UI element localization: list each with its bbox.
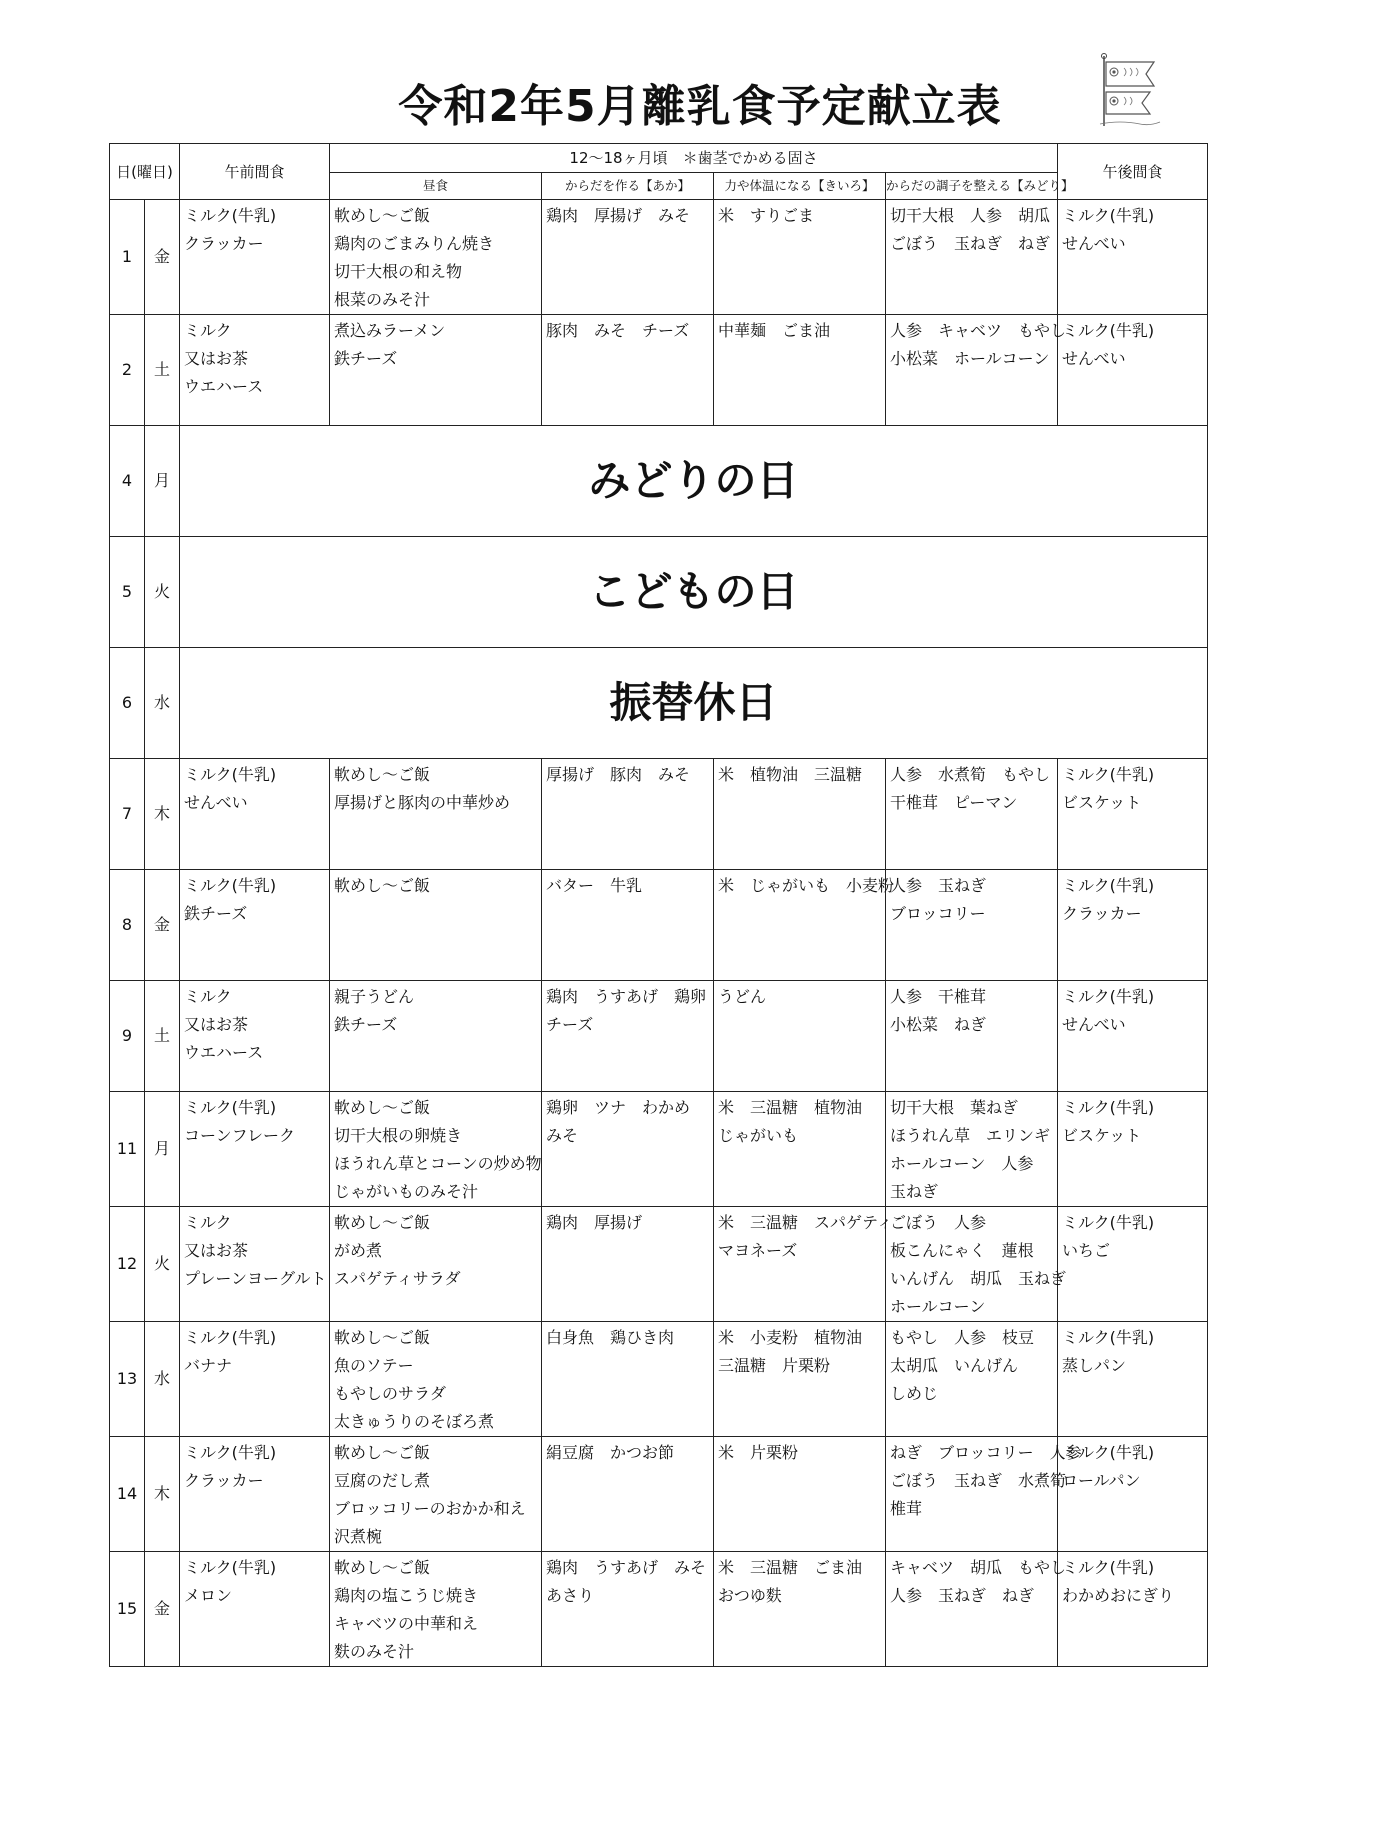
menu-item: キャベツの中華和え <box>334 1614 479 1633</box>
green-group-cell <box>886 981 1058 1092</box>
menu-item: 軟めし～ご飯 <box>334 765 431 784</box>
table-row <box>110 648 1208 759</box>
menu-item: ほうれん草 エリンギ <box>890 1126 1051 1145</box>
menu-item: もやし 人参 枝豆 <box>890 1328 1035 1347</box>
day-number: 4 <box>110 426 145 537</box>
menu-item: 米 三温糖 スパゲティ <box>718 1213 893 1232</box>
afternoon-snack-cell <box>1058 1092 1208 1207</box>
menu-item: メロン <box>184 1586 233 1605</box>
header-age-group: 12～18ヶ月頃 ＊歯茎でかめる固さ <box>330 144 1058 173</box>
menu-item: ビスケット <box>1062 1126 1142 1145</box>
day-number: 5 <box>110 537 145 648</box>
menu-item: クラッカー <box>1062 904 1142 923</box>
menu-item: 軟めし～ご飯 <box>334 1213 431 1232</box>
menu-item: キャベツ 胡瓜 もやし <box>890 1558 1067 1577</box>
page-title: 令和2年5月離乳食予定献立表 <box>398 81 1002 132</box>
menu-item: 厚揚げと豚肉の中華炒め <box>334 793 511 812</box>
yellow-group-cell <box>714 1322 886 1437</box>
menu-item: うどん <box>718 987 767 1006</box>
menu-item: 蒸しパン <box>1062 1356 1127 1375</box>
day-number: 14 <box>110 1437 145 1552</box>
menu-item: 親子うどん <box>334 987 415 1006</box>
menu-item: 切干大根 葉ねぎ <box>890 1098 1019 1117</box>
yellow-group-cell <box>714 200 886 315</box>
menu-item: 玉ねぎ <box>890 1182 939 1201</box>
menu-item: 魚のソテー <box>334 1356 414 1375</box>
menu-item: ミルク(牛乳) <box>184 1328 277 1347</box>
menu-item: プレーンヨーグルト <box>184 1269 327 1288</box>
table-row <box>110 1552 1208 1667</box>
day-number: 2 <box>110 315 145 426</box>
menu-item: 鶏肉のごまみりん焼き <box>334 234 495 253</box>
afternoon-snack-cell <box>1058 981 1208 1092</box>
green-group-cell <box>886 759 1058 870</box>
menu-item: 軟めし～ご飯 <box>334 1328 431 1347</box>
menu-item: せんべい <box>1062 234 1126 253</box>
lunch-cell <box>330 1322 542 1437</box>
menu-item: 軟めし～ご飯 <box>334 1443 431 1462</box>
menu-item: 太胡瓜 いんげん <box>890 1356 1019 1375</box>
header-red-group: からだを作る【あか】 <box>542 173 714 200</box>
menu-item: ねぎ ブロッコリー 人参 <box>890 1443 1082 1462</box>
menu-item: ミルク(牛乳) <box>1062 876 1155 895</box>
menu-item: 白身魚 鶏ひき肉 <box>546 1328 675 1347</box>
menu-item: じゃがいも <box>718 1126 799 1145</box>
menu-item: 人参 キャベツ もやし <box>890 321 1067 340</box>
red-group-cell <box>542 870 714 981</box>
menu-item: 豆腐のだし煮 <box>334 1471 431 1490</box>
morning-snack-cell <box>180 981 330 1092</box>
table-row <box>110 315 1208 426</box>
day-of-week: 木 <box>145 759 180 870</box>
red-group-cell <box>542 759 714 870</box>
table-row <box>110 1207 1208 1322</box>
menu-item: もやしのサラダ <box>334 1384 446 1403</box>
menu-item: マヨネーズ <box>718 1241 798 1260</box>
menu-item: ほうれん草とコーンの炒め物 <box>334 1154 542 1173</box>
day-of-week: 土 <box>145 981 180 1092</box>
yellow-group-cell <box>714 315 886 426</box>
menu-item: ウエハース <box>184 377 264 396</box>
menu-item: ミルク(牛乳) <box>1062 1443 1155 1462</box>
morning-snack-cell <box>180 315 330 426</box>
header-day: 日(曜日) <box>110 144 180 200</box>
menu-item: コーンフレーク <box>184 1126 296 1145</box>
menu-item: 煮込みラーメン <box>334 321 446 340</box>
green-group-cell <box>886 1322 1058 1437</box>
menu-item: わかめおにぎり <box>1062 1586 1175 1605</box>
menu-item: 又はお茶 <box>184 349 249 368</box>
menu-item: がめ煮 <box>334 1241 383 1260</box>
morning-snack-cell <box>180 1207 330 1322</box>
menu-item: 切干大根の卵焼き <box>334 1126 463 1145</box>
yellow-group-cell <box>714 1552 886 1667</box>
afternoon-snack-cell <box>1058 1552 1208 1667</box>
afternoon-snack-cell <box>1058 200 1208 315</box>
menu-item: ミルク(牛乳) <box>1062 1558 1155 1577</box>
menu-item: ブロッコリー <box>890 904 986 923</box>
menu-item: ウエハース <box>184 1043 264 1062</box>
menu-item: ミルク(牛乳) <box>1062 206 1155 225</box>
menu-item: 軟めし～ご飯 <box>334 206 431 225</box>
menu-item: あさり <box>546 1586 595 1605</box>
menu-item: 切干大根 人参 胡瓜 <box>890 206 1051 225</box>
menu-item: ミルク(牛乳) <box>1062 765 1155 784</box>
header-yellow-group: 力や体温になる【きいろ】 <box>714 173 886 200</box>
morning-snack-cell <box>180 1092 330 1207</box>
menu-item: 人参 干椎茸 <box>890 987 987 1006</box>
menu-item: 椎茸 <box>890 1499 923 1518</box>
lunch-cell <box>330 200 542 315</box>
lunch-cell <box>330 315 542 426</box>
menu-item: 軟めし～ご飯 <box>334 1098 431 1117</box>
day-number: 6 <box>110 648 145 759</box>
day-number: 9 <box>110 981 145 1092</box>
menu-item: せんべい <box>1062 1015 1126 1034</box>
day-of-week: 月 <box>145 1092 180 1207</box>
menu-item: 鉄チーズ <box>184 904 248 923</box>
holiday-label: みどりの日 <box>180 426 1208 537</box>
menu-item: 小松菜 ホールコーン <box>890 349 1050 368</box>
menu-item: ミルク <box>184 987 232 1006</box>
menu-item: クラッカー <box>184 1471 264 1490</box>
menu-item: 切干大根の和え物 <box>334 262 463 281</box>
lunch-cell <box>330 759 542 870</box>
lunch-cell <box>330 1092 542 1207</box>
red-group-cell <box>542 200 714 315</box>
menu-item: 人参 水煮筍 もやし <box>890 765 1051 784</box>
menu-item: いんげん 胡瓜 玉ねぎ <box>890 1269 1067 1288</box>
menu-item: 三温糖 片栗粉 <box>718 1356 831 1375</box>
menu-item: 米 片栗粉 <box>718 1443 799 1462</box>
day-number: 11 <box>110 1092 145 1207</box>
day-of-week: 水 <box>145 1322 180 1437</box>
menu-item: 鶏肉 厚揚げ <box>546 1213 643 1232</box>
lunch-cell <box>330 1552 542 1667</box>
table-row <box>110 426 1208 537</box>
menu-item: 太きゅうりのそぼろ煮 <box>334 1412 495 1431</box>
menu-item: ミルク <box>184 1213 232 1232</box>
menu-item: ミルク(牛乳) <box>184 206 277 225</box>
menu-item: ホールコーン 人参 <box>890 1154 1034 1173</box>
menu-item: ロールパン <box>1062 1471 1141 1490</box>
yellow-group-cell <box>714 870 895 981</box>
menu-item: 米 植物油 三温糖 <box>718 765 863 784</box>
holiday-label: 振替休日 <box>180 648 1208 759</box>
menu-item: ミルク(牛乳) <box>184 1443 277 1462</box>
red-group-cell <box>542 1552 714 1667</box>
day-of-week: 月 <box>145 426 180 537</box>
menu-item: 鶏肉の塩こうじ焼き <box>334 1586 479 1605</box>
menu-item: せんべい <box>1062 349 1126 368</box>
menu-item: しめじ <box>890 1384 939 1403</box>
header-morning-snack: 午前間食 <box>180 144 330 200</box>
menu-item: 軟めし～ご飯 <box>334 876 431 895</box>
red-group-cell <box>542 315 714 426</box>
table-row <box>110 1092 1208 1207</box>
green-group-cell <box>886 1552 1067 1667</box>
menu-item: ごぼう 玉ねぎ 水煮筍 <box>890 1471 1067 1490</box>
table-row <box>110 537 1208 648</box>
holiday-label: こどもの日 <box>180 537 1208 648</box>
menu-item: せんべい <box>184 793 248 812</box>
lunch-cell <box>330 1207 542 1322</box>
afternoon-snack-cell <box>1058 315 1208 426</box>
menu-item: 人参 玉ねぎ ねぎ <box>890 1586 1035 1605</box>
menu-item: ミルク(牛乳) <box>1062 1213 1155 1232</box>
day-of-week: 金 <box>145 200 180 315</box>
table-row <box>110 1437 1208 1552</box>
menu-item: 小松菜 ねぎ <box>890 1015 987 1034</box>
green-group-cell <box>886 315 1067 426</box>
day-of-week: 火 <box>145 537 180 648</box>
afternoon-snack-cell <box>1058 1207 1208 1322</box>
menu-item: 又はお茶 <box>184 1015 249 1034</box>
day-number: 7 <box>110 759 145 870</box>
menu-item: 米 じゃがいも 小麦粉 <box>718 876 895 895</box>
green-group-cell <box>886 870 1058 981</box>
menu-item: スパゲティサラダ <box>334 1269 461 1288</box>
yellow-group-cell <box>714 759 886 870</box>
menu-item: バター 牛乳 <box>546 876 643 895</box>
day-of-week: 金 <box>145 870 180 981</box>
green-group-cell <box>886 1092 1058 1207</box>
header-green-group: からだの調子を整える【みどり】 <box>886 173 1058 200</box>
menu-item: じゃがいものみそ汁 <box>334 1182 479 1201</box>
menu-item: 鶏肉 うすあげ 鶏卵 <box>546 987 707 1006</box>
afternoon-snack-cell <box>1058 870 1208 981</box>
red-group-cell <box>542 1207 714 1322</box>
green-group-cell <box>886 1207 1067 1322</box>
menu-item: 米 小麦粉 植物油 <box>718 1328 863 1347</box>
afternoon-snack-cell <box>1058 1437 1208 1552</box>
table-row <box>110 870 1208 981</box>
menu-item: ホールコーン <box>890 1297 986 1316</box>
menu-item: 鶏卵 ツナ わかめ <box>546 1098 691 1117</box>
green-group-cell <box>886 200 1058 315</box>
menu-item: 米 三温糖 ごま油 <box>718 1558 863 1577</box>
header-lunch: 昼食 <box>330 173 542 200</box>
lunch-cell <box>330 981 542 1092</box>
menu-item: 絹豆腐 かつお節 <box>546 1443 675 1462</box>
menu-item: ミルク(牛乳) <box>184 765 277 784</box>
menu-item: ミルク <box>184 321 232 340</box>
menu-item: おつゆ麩 <box>718 1586 782 1605</box>
menu-item: 鉄チーズ <box>334 349 398 368</box>
menu-item: ブロッコリーのおかか和え <box>334 1499 526 1518</box>
menu-item: 鉄チーズ <box>334 1015 398 1034</box>
menu-item: 鶏肉 厚揚げ みそ <box>546 206 691 225</box>
lunch-cell <box>330 1437 542 1552</box>
menu-item: 干椎茸 ピーマン <box>890 793 1018 812</box>
day-of-week: 木 <box>145 1437 180 1552</box>
red-group-cell <box>542 981 714 1092</box>
green-group-cell <box>886 1437 1082 1552</box>
menu-item: 米 すりごま <box>718 206 815 225</box>
morning-snack-cell <box>180 1322 330 1437</box>
day-of-week: 金 <box>145 1552 180 1667</box>
afternoon-snack-cell <box>1058 759 1208 870</box>
menu-item: 麩のみそ汁 <box>334 1642 415 1661</box>
menu-item: 米 三温糖 植物油 <box>718 1098 863 1117</box>
menu-item: 又はお茶 <box>184 1241 249 1260</box>
menu-item: チーズ <box>546 1015 594 1034</box>
morning-snack-cell <box>180 1437 330 1552</box>
menu-item: クラッカー <box>184 234 264 253</box>
menu-item: ミルク(牛乳) <box>1062 1098 1155 1117</box>
yellow-group-cell <box>714 981 886 1092</box>
header-afternoon-snack: 午後間食 <box>1058 144 1208 200</box>
morning-snack-cell <box>180 870 330 981</box>
koinobori-icon <box>1098 52 1164 128</box>
morning-snack-cell <box>180 200 330 315</box>
menu-item: 厚揚げ 豚肉 みそ <box>546 765 691 784</box>
day-of-week: 水 <box>145 648 180 759</box>
day-number: 15 <box>110 1552 145 1667</box>
menu-item: 板こんにゃく 蓮根 <box>890 1241 1034 1260</box>
menu-item: 鶏肉 うすあげ みそ <box>546 1558 707 1577</box>
table-row <box>110 981 1208 1092</box>
yellow-group-cell <box>714 1437 886 1552</box>
menu-item: 根菜のみそ汁 <box>334 290 431 309</box>
morning-snack-cell <box>180 759 330 870</box>
menu-item: 中華麺 ごま油 <box>718 321 831 340</box>
menu-item: ごぼう 玉ねぎ ねぎ <box>890 234 1051 253</box>
table-row <box>110 1322 1208 1437</box>
red-group-cell <box>542 1092 714 1207</box>
day-of-week: 火 <box>145 1207 180 1322</box>
day-number: 1 <box>110 200 145 315</box>
red-group-cell <box>542 1437 714 1552</box>
menu-item: みそ <box>546 1126 579 1145</box>
menu-item: ミルク(牛乳) <box>1062 321 1155 340</box>
morning-snack-cell <box>180 1552 330 1667</box>
red-group-cell <box>542 1322 714 1437</box>
menu-item: ミルク(牛乳) <box>1062 1328 1155 1347</box>
menu-item: ミルク(牛乳) <box>1062 987 1155 1006</box>
menu-item: ミルク(牛乳) <box>184 1098 277 1117</box>
menu-item: 軟めし～ご飯 <box>334 1558 431 1577</box>
yellow-group-cell <box>714 1207 893 1322</box>
day-number: 8 <box>110 870 145 981</box>
menu-item: いちご <box>1062 1241 1111 1260</box>
day-number: 12 <box>110 1207 145 1322</box>
day-number: 13 <box>110 1322 145 1437</box>
table-row <box>110 759 1208 870</box>
table-row <box>110 200 1208 315</box>
day-of-week: 土 <box>145 315 180 426</box>
lunch-cell <box>330 870 542 981</box>
menu-item: 人参 玉ねぎ <box>890 876 987 895</box>
menu-table <box>109 143 1208 1667</box>
menu-item: ミルク(牛乳) <box>184 876 277 895</box>
menu-item: ビスケット <box>1062 793 1142 812</box>
menu-item: 豚肉 みそ チーズ <box>546 321 690 340</box>
menu-item: ミルク(牛乳) <box>184 1558 277 1577</box>
menu-item: バナナ <box>184 1356 233 1375</box>
menu-item: 沢煮椀 <box>334 1527 383 1546</box>
afternoon-snack-cell <box>1058 1322 1208 1437</box>
menu-item: ごぼう 人参 <box>890 1213 987 1232</box>
yellow-group-cell <box>714 1092 886 1207</box>
